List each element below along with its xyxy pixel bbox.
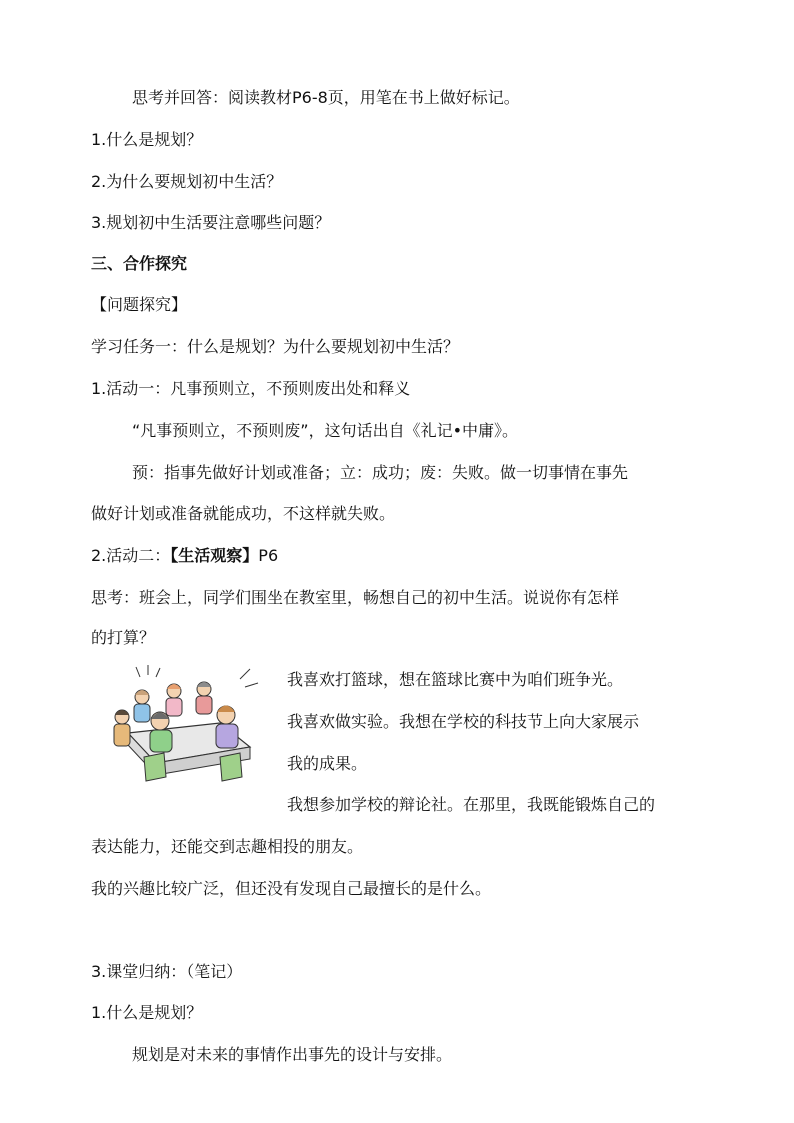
student-1-plan: 我喜欢打篮球，想在篮球比赛中为咱们班争光。 (287, 670, 624, 689)
activity-2-label: 2.活动二： (91, 546, 171, 565)
think-prompt-line-2: 的打算？ (91, 628, 156, 647)
student-2-plan-cont: 我的成果。 (287, 754, 368, 773)
question-3: 3.规划初中生活要注意哪些问题？ (91, 213, 331, 232)
class-summary-heading: 3.课堂归纳：（笔记） (91, 962, 243, 981)
task-1: 学习任务一：什么是规划？为什么要规划初中生活？ (91, 337, 460, 356)
life-observation-label: 【生活观察】 (170, 546, 259, 565)
explanation-line-2: 做好计划或准备就能成功，不这样就失败。 (91, 504, 396, 523)
page-ref: P6 (258, 546, 279, 565)
explanation-line-1: 预：指事先做好计划或准备；立：成功；废：失败。做一切事情在事先 (132, 463, 629, 482)
summary-answer-1: 规划是对未来的事情作出事先的设计与安排。 (132, 1045, 453, 1064)
student-4-plan: 我的兴趣比较广泛，但还没有发现自己最擅长的是什么。 (91, 879, 492, 898)
activity-2 (91, 546, 278, 566)
students-meeting-illustration (100, 665, 272, 785)
question-2: 2.为什么要规划初中生活？ (91, 172, 283, 191)
activity-1: 1.活动一：凡事预则立，不预则废出处和释义 (91, 379, 411, 398)
student-3-plan-cont: 表达能力，还能交到志趣相投的朋友。 (91, 837, 364, 856)
think-prompt-line-1: 思考：班会上，同学们围坐在教室里，畅想自己的初中生活。说说你有怎样 (91, 588, 620, 607)
question-1: 1.什么是规划？ (91, 130, 203, 149)
problem-explore-heading: 【问题探究】 (91, 295, 188, 314)
student-2-plan: 我喜欢做实验。我想在学校的科技节上向大家展示 (287, 712, 640, 731)
student-3-plan: 我想参加学校的辩论社。在那里，我既能锻炼自己的 (287, 795, 656, 814)
summary-question-1: 1.什么是规划？ (91, 1003, 203, 1022)
section-heading: 三、合作探究 (91, 254, 188, 273)
quote-source: “凡事预则立，不预则废”，这句话出自《礼记•中庸》。 (132, 421, 519, 440)
intro-question: 思考并回答：阅读教材P6-8页，用笔在书上做好标记。 (132, 88, 520, 107)
